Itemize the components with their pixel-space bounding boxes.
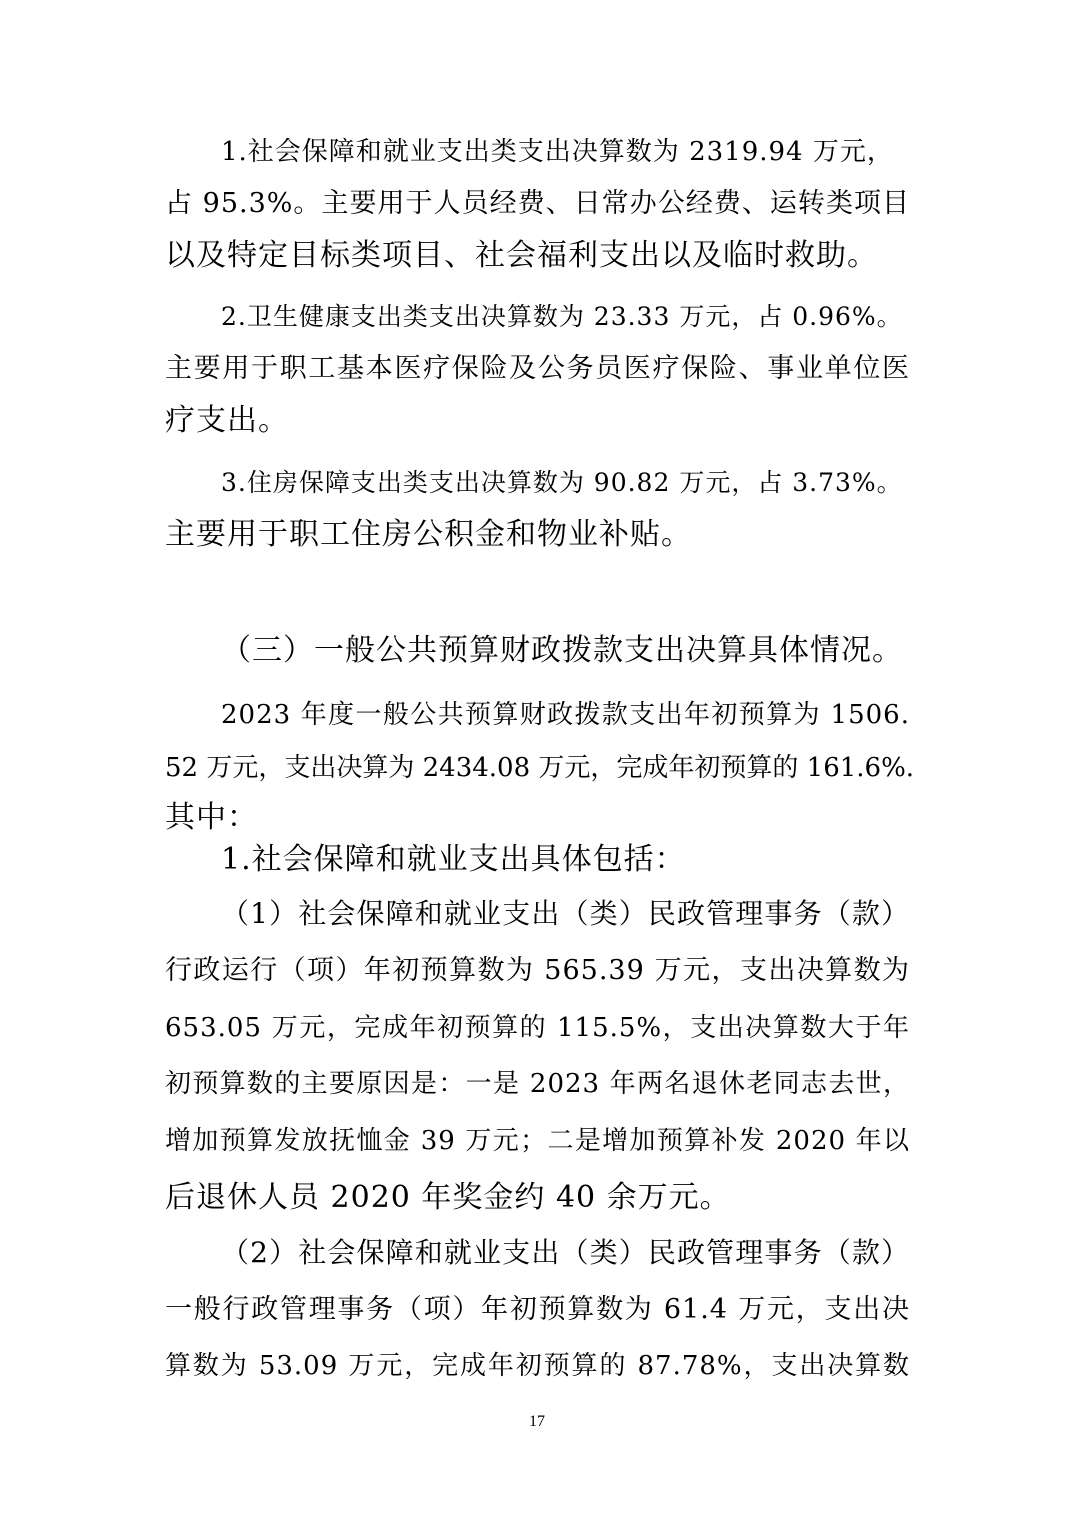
paragraph-5-line-1: 1.社会保障和就业支出具体包括：: [221, 842, 686, 877]
paragraph-6-line-4: 初预算数的主要原因是：一是 2023 年两名退休老同志去世，: [165, 1069, 910, 1099]
paragraph-2-line-3: 疗支出。: [165, 403, 289, 438]
paragraph-7-line-3: 算数为 53.09 万元，完成年初预算的 87.78%，支出决算数: [165, 1351, 910, 1381]
paragraph-4-line-2: 52 万元，支出决算为 2434.08 万元，完成年初预算的 161.6%.: [165, 753, 915, 783]
paragraph-4-line-1: 2023 年度一般公共预算财政拨款支出年初预算为 1506.: [221, 700, 910, 730]
section-heading: （三）一般公共预算财政拨款支出决算具体情况。: [221, 633, 903, 668]
paragraph-1-line-2: 占 95.3%。主要用于人员经费、日常办公经费、运转类项目: [165, 188, 910, 219]
paragraph-1-line-1: 1.社会保障和就业支出类支出决算数为 2319.94 万元，: [221, 137, 894, 167]
paragraph-3-line-2: 主要用于职工住房公积金和物业补贴。: [165, 517, 692, 552]
paragraph-2-line-1: 2.卫生健康支出类支出决算数为 23.33 万元，占 0.96%。: [221, 302, 903, 331]
paragraph-4-line-3: 其中：: [165, 800, 258, 835]
paragraph-7-line-1: （2）社会保障和就业支出（类）民政管理事务（款）: [221, 1236, 910, 1269]
paragraph-7-line-2: 一般行政管理事务（项）年初预算数为 61.4 万元，支出决: [165, 1294, 910, 1325]
paragraph-6-line-5: 增加预算发放抚恤金 39 万元；二是增加预算补发 2020 年以: [165, 1126, 910, 1156]
paragraph-6-line-3: 653.05 万元，完成年初预算的 115.5%，支出决算数大于年: [165, 1013, 910, 1043]
paragraph-6-line-1: （1）社会保障和就业支出（类）民政管理事务（款）: [221, 897, 910, 930]
paragraph-1-line-3: 以及特定目标类项目、社会福利支出以及临时救助。: [165, 238, 878, 273]
paragraph-3-line-1: 3.住房保障支出类支出决算数为 90.82 万元，占 3.73%。: [221, 468, 903, 497]
page-number: 17: [529, 1413, 545, 1430]
paragraph-2-line-2: 主要用于职工基本医疗保险及公务员医疗保险、事业单位医: [165, 353, 910, 384]
paragraph-6-line-6: 后退休人员 2020 年奖金约 40 余万元。: [165, 1180, 731, 1215]
paragraph-6-line-2: 行政运行（项）年初预算数为 565.39 万元，支出决算数为: [165, 955, 910, 986]
